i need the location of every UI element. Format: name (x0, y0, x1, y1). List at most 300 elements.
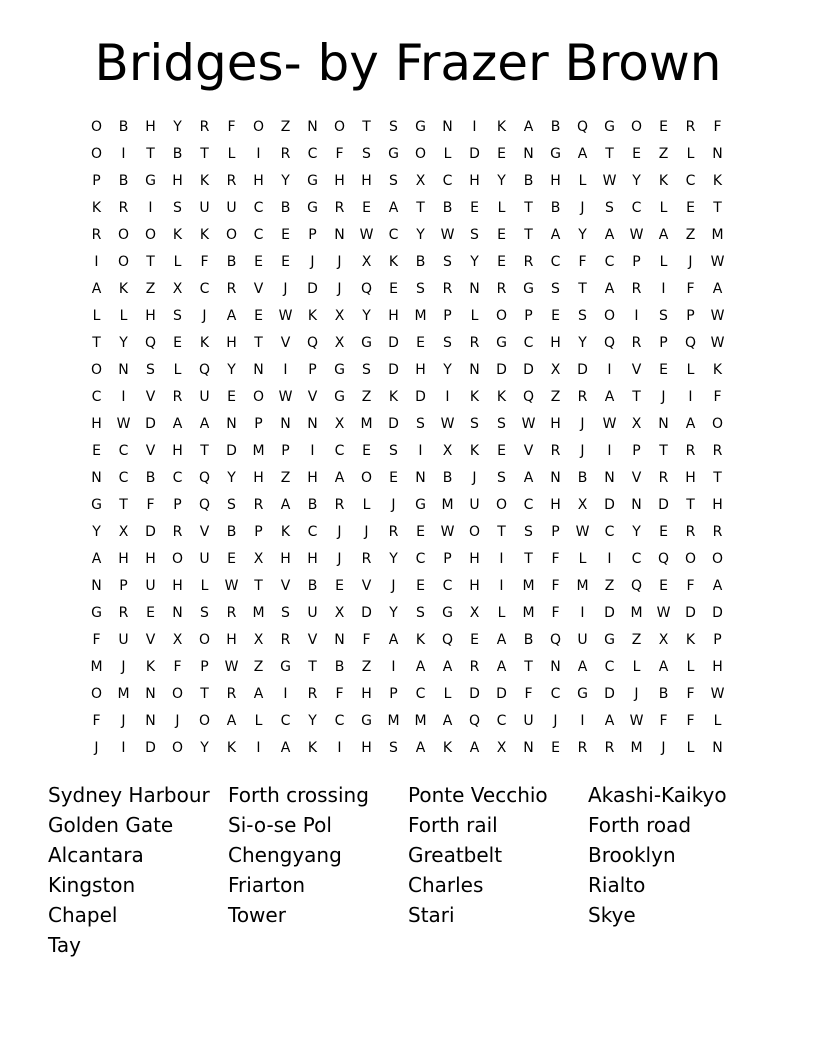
word-list-item: Kingston (48, 873, 136, 897)
grid-letter: B (118, 173, 129, 189)
grid-letter: P (119, 578, 128, 594)
grid-letter: T (200, 146, 209, 162)
grid-letter: C (523, 335, 534, 351)
grid-letter: U (523, 713, 534, 729)
grid-letter: J (175, 713, 180, 729)
grid-letter: X (334, 605, 345, 621)
grid-letter: E (470, 632, 479, 648)
grid-letter: C (604, 524, 615, 540)
grid-letter: N (550, 659, 561, 675)
grid-letter: M (117, 686, 130, 702)
grid-letter: Q (198, 497, 211, 513)
grid-letter: P (713, 632, 722, 648)
grid-letter: W (629, 713, 644, 729)
grid-letter: V (631, 362, 642, 378)
grid-letter: D (415, 389, 426, 405)
grid-letter: N (469, 281, 480, 297)
grid-letter: C (253, 227, 264, 243)
grid-letter: N (334, 227, 345, 243)
grid-letter: L (686, 740, 695, 756)
grid-letter: F (146, 497, 155, 513)
word-list-item: Akashi-Kaikyo (588, 783, 727, 807)
grid-letter: J (580, 416, 585, 432)
grid-letter: A (604, 713, 615, 729)
grid-letter: F (524, 686, 533, 702)
grid-letter: E (497, 254, 506, 270)
grid-letter: O (225, 227, 238, 243)
grid-letter: A (658, 227, 669, 243)
grid-letter: Y (416, 227, 425, 243)
grid-letter: C (199, 281, 210, 297)
grid-letter: R (658, 470, 669, 486)
grid-letter: X (253, 551, 264, 567)
grid-letter: F (659, 713, 668, 729)
grid-letter: L (173, 254, 182, 270)
grid-letter: J (364, 524, 369, 540)
grid-letter: E (416, 335, 425, 351)
grid-letter: W (440, 524, 455, 540)
grid-letter: X (361, 254, 372, 270)
grid-letter: Z (280, 470, 291, 486)
grid-letter: O (360, 470, 373, 486)
grid-letter: E (281, 227, 290, 243)
grid-letter: L (92, 308, 101, 324)
grid-letter: N (658, 416, 669, 432)
grid-letter: T (632, 389, 641, 405)
grid-letter: L (443, 146, 452, 162)
grid-letter: W (710, 686, 725, 702)
grid-letter: H (361, 686, 372, 702)
grid-letter: D (307, 281, 318, 297)
grid-letter: V (307, 389, 318, 405)
grid-letter: S (146, 362, 155, 378)
grid-letter: C (631, 551, 642, 567)
grid-letter: R (577, 389, 588, 405)
grid-letter: S (443, 254, 452, 270)
grid-letter: K (658, 173, 669, 189)
grid-letter: R (280, 146, 291, 162)
grid-letter: C (550, 686, 561, 702)
grid-letter: T (524, 659, 533, 675)
grid-letter: P (281, 443, 290, 459)
grid-letter: N (253, 362, 264, 378)
grid-letter: O (171, 551, 184, 567)
grid-letter: H (307, 551, 318, 567)
grid-letter: Q (549, 632, 562, 648)
word-list-item: Greatbelt (408, 843, 503, 867)
grid-letter: K (712, 362, 723, 378)
grid-letter: T (524, 551, 533, 567)
grid-letter: N (469, 362, 480, 378)
grid-letter: K (496, 389, 507, 405)
grid-letter: E (362, 443, 371, 459)
grid-letter: W (602, 173, 617, 189)
word-list-item: Tower (228, 903, 286, 927)
grid-letter: X (415, 173, 426, 189)
grid-letter: K (469, 389, 480, 405)
grid-letter: R (118, 605, 129, 621)
grid-letter: C (118, 470, 129, 486)
grid-letter: A (415, 740, 426, 756)
grid-letter: Q (306, 335, 319, 351)
grid-letter: N (523, 740, 534, 756)
grid-letter: J (121, 659, 126, 675)
grid-letter: D (523, 362, 534, 378)
grid-letter: Y (389, 605, 398, 621)
grid-letter: H (172, 578, 183, 594)
grid-letter: M (630, 605, 643, 621)
grid-letter: X (334, 416, 345, 432)
grid-letter: G (415, 119, 426, 135)
grid-letter: A (712, 578, 723, 594)
grid-letter: U (226, 200, 237, 216)
grid-letter: I (121, 146, 126, 162)
word-list-item: Skye (588, 903, 636, 927)
grid-letter: B (226, 254, 237, 270)
grid-letter: S (524, 524, 533, 540)
grid-letter: F (227, 119, 236, 135)
grid-letter: I (499, 551, 504, 567)
grid-letter: H (712, 659, 723, 675)
grid-letter: T (254, 578, 263, 594)
grid-letter: D (361, 605, 372, 621)
grid-letter: D (469, 686, 480, 702)
grid-letter: A (469, 740, 480, 756)
grid-letter: S (389, 173, 398, 189)
grid-letter: I (418, 443, 423, 459)
grid-letter: X (577, 497, 588, 513)
grid-letter: M (387, 713, 400, 729)
grid-letter: S (173, 200, 182, 216)
grid-letter: R (712, 443, 723, 459)
grid-letter: M (576, 578, 589, 594)
grid-letter: J (580, 443, 585, 459)
grid-letter: A (496, 659, 507, 675)
grid-letter: T (362, 119, 371, 135)
grid-letter: B (577, 470, 588, 486)
grid-letter: E (551, 308, 560, 324)
grid-letter: B (280, 200, 291, 216)
grid-letter: R (226, 173, 237, 189)
grid-letter: T (686, 497, 695, 513)
grid-letter: N (334, 632, 345, 648)
grid-letter: E (281, 254, 290, 270)
grid-letter: J (661, 740, 666, 756)
grid-letter: D (685, 605, 696, 621)
grid-letter: J (391, 497, 396, 513)
grid-letter: R (172, 389, 183, 405)
grid-letter: S (416, 605, 425, 621)
grid-letter: M (711, 227, 724, 243)
grid-letter: K (172, 227, 183, 243)
grid-letter: R (334, 497, 345, 513)
grid-letter: X (172, 632, 183, 648)
grid-letter: J (283, 281, 288, 297)
grid-letter: G (91, 497, 102, 513)
grid-letter: D (145, 524, 156, 540)
grid-letter: T (605, 146, 614, 162)
grid-letter: E (254, 308, 263, 324)
grid-letter: D (496, 686, 507, 702)
grid-letter: N (712, 740, 723, 756)
grid-letter: Y (632, 524, 641, 540)
grid-letter: E (551, 740, 560, 756)
word-list-item: Sydney Harbour (48, 783, 210, 807)
grid-letter: G (361, 713, 372, 729)
grid-letter: P (632, 254, 641, 270)
grid-letter: W (521, 416, 536, 432)
grid-letter: A (388, 200, 399, 216)
grid-letter: S (281, 605, 290, 621)
grid-letter: Y (227, 362, 236, 378)
grid-letter: D (577, 362, 588, 378)
grid-letter: T (119, 497, 128, 513)
grid-letter: C (307, 146, 318, 162)
grid-letter: P (632, 443, 641, 459)
grid-letter: T (92, 335, 101, 351)
grid-letter: Z (550, 389, 561, 405)
grid-letter: I (256, 146, 261, 162)
grid-letter: K (496, 119, 507, 135)
grid-letter: E (497, 443, 506, 459)
grid-letter: L (497, 200, 506, 216)
grid-letter: E (470, 200, 479, 216)
grid-letter: N (415, 470, 426, 486)
grid-letter: I (283, 686, 288, 702)
grid-letter: W (278, 308, 293, 324)
grid-letter: H (280, 551, 291, 567)
grid-letter: O (171, 686, 184, 702)
grid-letter: Y (443, 362, 452, 378)
grid-letter: H (118, 551, 129, 567)
grid-letter: E (659, 524, 668, 540)
grid-letter: C (442, 578, 453, 594)
grid-letter: H (469, 551, 480, 567)
grid-letter: L (173, 362, 182, 378)
grid-letter: D (469, 146, 480, 162)
grid-letter: H (226, 335, 237, 351)
grid-letter: Z (631, 632, 642, 648)
grid-letter: B (226, 524, 237, 540)
grid-letter: Y (632, 173, 641, 189)
grid-letter: M (414, 713, 427, 729)
grid-letter: N (145, 713, 156, 729)
grid-letter: H (307, 470, 318, 486)
grid-letter: G (334, 362, 345, 378)
grid-letter: X (496, 740, 507, 756)
grid-letter: O (495, 497, 508, 513)
word-list-item: Friarton (228, 873, 306, 897)
grid-letter: B (307, 578, 318, 594)
grid-letter: G (280, 659, 291, 675)
grid-letter: R (307, 686, 318, 702)
grid-letter: I (661, 281, 666, 297)
grid-letter: A (712, 281, 723, 297)
grid-letter: E (659, 119, 668, 135)
grid-letter: R (226, 605, 237, 621)
grid-letter: O (603, 308, 616, 324)
grid-letter: R (631, 281, 642, 297)
grid-letter: V (631, 470, 642, 486)
grid-letter: U (118, 632, 129, 648)
grid-letter: R (442, 281, 453, 297)
grid-letter: F (551, 605, 560, 621)
grid-letter: H (361, 740, 372, 756)
grid-letter: I (310, 443, 315, 459)
grid-letter: N (280, 416, 291, 432)
word-list-item: Ponte Vecchio (408, 783, 548, 807)
grid-letter: H (253, 173, 264, 189)
grid-letter: K (415, 632, 426, 648)
grid-letter: C (604, 254, 615, 270)
grid-letter: M (252, 605, 265, 621)
grid-letter: W (575, 524, 590, 540)
grid-letter: X (550, 362, 561, 378)
grid-letter: L (227, 146, 236, 162)
grid-letter: C (388, 227, 399, 243)
grid-letter: X (469, 605, 480, 621)
grid-letter: B (334, 659, 345, 675)
grid-letter: V (145, 443, 156, 459)
grid-letter: M (630, 740, 643, 756)
grid-letter: S (227, 497, 236, 513)
grid-letter: T (200, 443, 209, 459)
grid-letter: P (308, 362, 317, 378)
grid-letter: A (226, 713, 237, 729)
grid-letter: V (280, 578, 291, 594)
grid-letter: R (91, 227, 102, 243)
grid-letter: K (712, 173, 723, 189)
grid-letter: A (91, 551, 102, 567)
word-list-item: Stari (408, 903, 455, 927)
grid-letter: U (469, 497, 480, 513)
grid-letter: O (171, 740, 184, 756)
grid-letter: F (362, 632, 371, 648)
grid-letter: O (117, 254, 130, 270)
grid-letter: A (253, 686, 264, 702)
word-list (48, 780, 768, 960)
word-list-item: Forth road (588, 813, 692, 837)
grid-letter: D (604, 497, 615, 513)
grid-letter: R (469, 659, 480, 675)
grid-letter: J (202, 308, 207, 324)
grid-letter: A (577, 659, 588, 675)
grid-letter: Q (630, 578, 643, 594)
grid-letter: S (389, 740, 398, 756)
grid-letter: I (445, 389, 450, 405)
grid-letter: C (253, 200, 264, 216)
grid-letter: H (388, 308, 399, 324)
word-list-item: Brooklyn (588, 843, 676, 867)
grid-letter: N (712, 146, 723, 162)
grid-letter: G (388, 146, 399, 162)
grid-letter: N (442, 119, 453, 135)
grid-letter: Y (470, 254, 479, 270)
word-list-item: Forth crossing (228, 783, 369, 807)
grid-letter: W (710, 254, 725, 270)
grid-letter: B (442, 470, 453, 486)
grid-letter: W (656, 605, 671, 621)
grid-letter: L (119, 308, 128, 324)
grid-letter: R (280, 632, 291, 648)
grid-letter: Z (145, 281, 156, 297)
grid-letter: L (470, 308, 479, 324)
grid-letter: X (172, 281, 183, 297)
grid-letter: R (226, 686, 237, 702)
grid-letter: F (578, 254, 587, 270)
grid-letter: L (200, 578, 209, 594)
grid-letter: Q (684, 335, 697, 351)
grid-letter: C (118, 443, 129, 459)
grid-letter: N (604, 470, 615, 486)
grid-letter: D (145, 416, 156, 432)
grid-letter: J (337, 524, 342, 540)
grid-letter: F (335, 146, 344, 162)
grid-letter: E (362, 200, 371, 216)
grid-letter: J (553, 713, 558, 729)
grid-letter: F (335, 686, 344, 702)
grid-letter: Q (522, 389, 535, 405)
grid-letter: F (173, 659, 182, 675)
grid-letter: K (199, 227, 210, 243)
grid-letter: O (252, 119, 265, 135)
grid-letter: L (443, 686, 452, 702)
grid-letter: R (577, 740, 588, 756)
grid-letter: O (414, 146, 427, 162)
grid-letter: B (523, 173, 534, 189)
grid-letter: Q (360, 281, 373, 297)
grid-letter: P (308, 227, 317, 243)
grid-letter: G (604, 632, 615, 648)
grid-letter: P (254, 524, 263, 540)
grid-letter: Y (497, 173, 506, 189)
grid-letter: A (523, 119, 534, 135)
grid-letter: H (145, 551, 156, 567)
grid-letter: C (631, 200, 642, 216)
grid-letter: R (685, 524, 696, 540)
grid-letter: R (361, 551, 372, 567)
grid-letter: M (90, 659, 103, 675)
grid-letter: E (659, 578, 668, 594)
grid-letter: L (254, 713, 263, 729)
grid-letter: Q (198, 362, 211, 378)
grid-letter: I (337, 740, 342, 756)
grid-letter: I (121, 740, 126, 756)
grid-letter: R (685, 119, 696, 135)
grid-letter: E (416, 524, 425, 540)
grid-letter: H (226, 632, 237, 648)
grid-letter: Y (578, 227, 587, 243)
grid-letter: F (686, 713, 695, 729)
grid-letter: K (145, 659, 156, 675)
grid-letter: J (310, 254, 315, 270)
grid-letter: O (90, 362, 103, 378)
grid-letter: V (145, 632, 156, 648)
grid-letter: A (685, 416, 696, 432)
grid-letter: G (307, 200, 318, 216)
grid-letter: M (522, 605, 535, 621)
grid-letter: O (117, 227, 130, 243)
grid-letter: A (442, 713, 453, 729)
grid-letter: E (227, 389, 236, 405)
grid-letter: O (90, 119, 103, 135)
grid-letter: A (604, 227, 615, 243)
grid-letter: R (604, 740, 615, 756)
grid-letter: Z (685, 227, 696, 243)
grid-letter: A (604, 281, 615, 297)
grid-letter: C (550, 254, 561, 270)
grid-letter: S (605, 200, 614, 216)
